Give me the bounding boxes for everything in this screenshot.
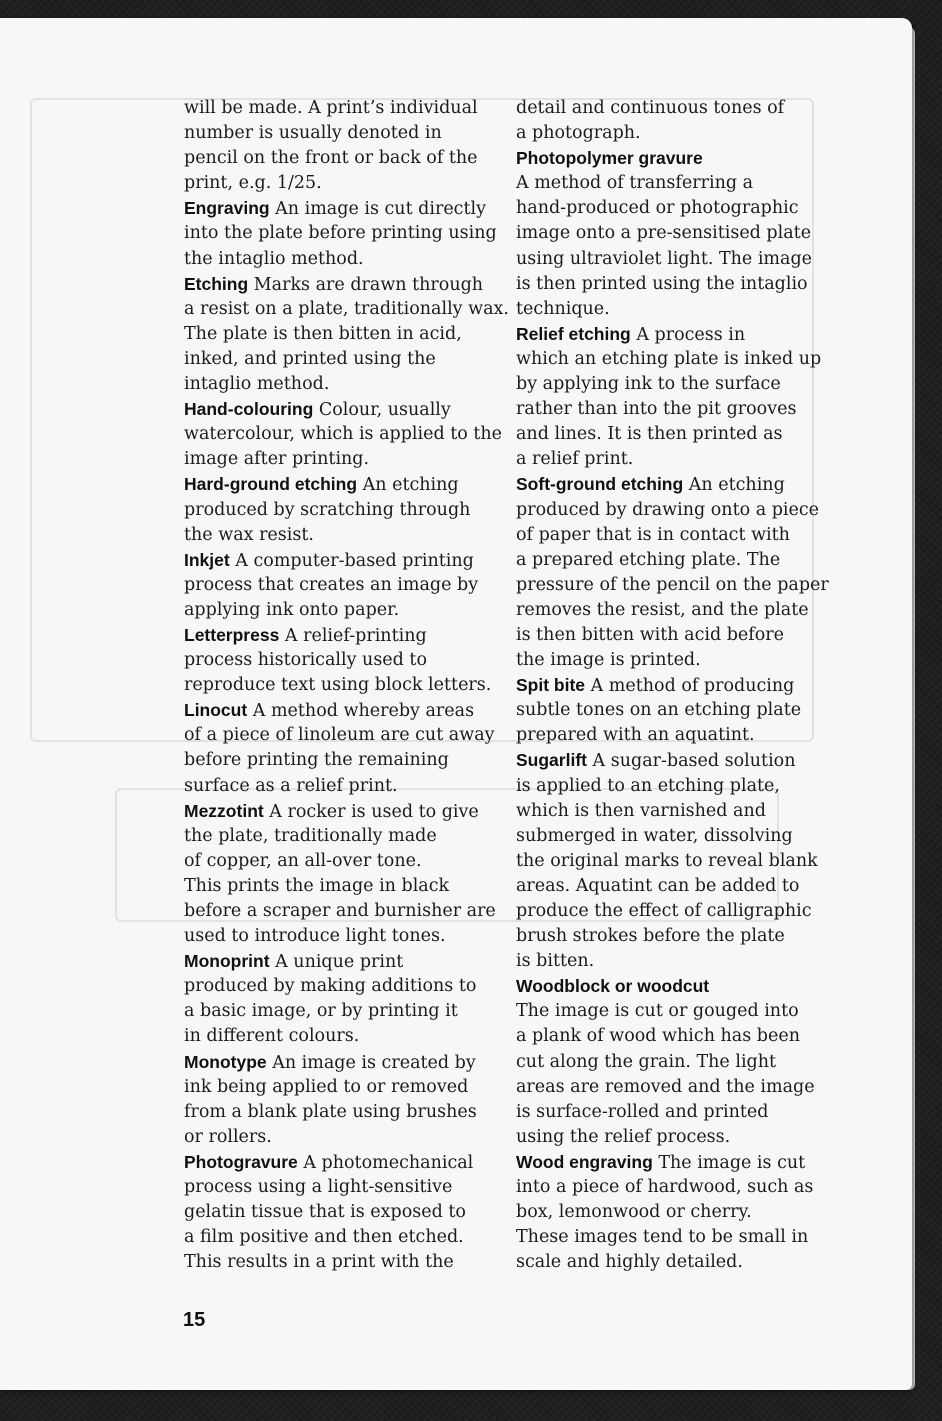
definition-text: prepared with an aquatint. [516, 725, 755, 746]
glossary-term: Monotype [184, 1051, 267, 1072]
text-line [184, 297, 509, 322]
text-line [184, 799, 494, 824]
text-line [516, 573, 829, 598]
definition-text: A rocker is used to give [263, 801, 479, 822]
text-line [516, 422, 826, 447]
text-line [184, 774, 494, 799]
definition-text: The image is cut or gouged into [516, 1001, 799, 1022]
definition-text: process that creates an image by [184, 574, 479, 595]
glossary-term: Linocut [184, 700, 248, 721]
definition-text: image after printing. [184, 449, 370, 470]
text-line [516, 1050, 826, 1075]
definition-text: which is then varnished and [516, 800, 766, 821]
definition-text: A computer-based printing [229, 550, 474, 571]
text-line [516, 221, 826, 246]
left-column [184, 96, 509, 1275]
text-line [184, 573, 494, 598]
definition-text: is surface-rolled and printed [516, 1101, 769, 1122]
definition-text: This prints the image in black [184, 875, 450, 896]
text-line [516, 1225, 826, 1250]
glossary-term: Mezzotint [184, 800, 264, 821]
definition-text: number is usually denoted in [184, 123, 442, 144]
definition-text: before printing the remaining [184, 750, 449, 771]
text-line [184, 472, 494, 497]
text-line [516, 999, 826, 1024]
text-line [184, 422, 503, 447]
definition-text: A relief-printing [279, 625, 427, 646]
text-line [516, 874, 826, 899]
text-line [184, 347, 494, 372]
definition-text: An image is cut directly [269, 199, 487, 220]
definition-text: cut along the grain. The light [516, 1051, 777, 1072]
definition-text: a resist on a plate, traditionally wax. [184, 298, 509, 319]
text-line [184, 849, 494, 874]
text-line [184, 1125, 494, 1150]
text-line [516, 523, 826, 548]
glossary-term: Wood engraving [516, 1151, 653, 1172]
definition-text: A unique print [269, 952, 404, 973]
text-line [516, 949, 826, 974]
definition-text: by applying ink to the surface [516, 374, 781, 395]
text-line [184, 1024, 494, 1049]
text-line [516, 347, 826, 372]
text-line [184, 247, 494, 272]
definition-text: subtle tones on an etching plate [516, 700, 802, 721]
glossary-term: Spit bite [516, 675, 586, 696]
text-line [184, 698, 494, 723]
text-line [184, 272, 494, 297]
text-line [184, 924, 494, 949]
text-line [184, 447, 494, 472]
text-line [516, 96, 826, 121]
glossary-term: Monoprint [184, 951, 270, 972]
text-line [516, 974, 826, 999]
text-line [516, 673, 826, 698]
definition-text: which an etching plate is inked up [516, 348, 822, 369]
text-line [184, 1200, 494, 1225]
glossary-term: Hard-ground etching [184, 474, 358, 495]
glossary-term: Photogravure [184, 1151, 298, 1172]
glossary-term: Inkjet [184, 549, 230, 570]
text-line [184, 1175, 494, 1200]
text-line [184, 673, 494, 698]
definition-text: process historically used to [184, 650, 427, 671]
text-line [516, 297, 826, 322]
text-line [516, 548, 826, 573]
text-line [516, 121, 826, 146]
definition-text: is then printed using the intaglio [516, 273, 808, 294]
definition-text: A photomechanical [297, 1152, 474, 1173]
text-line [516, 598, 826, 623]
text-line [516, 397, 826, 422]
text-line [184, 1100, 494, 1125]
definition-text: These images tend to be small in [516, 1227, 809, 1248]
text-line [516, 924, 826, 949]
definition-text: submerged in water, dissolving [516, 825, 793, 846]
text-line [184, 221, 497, 246]
definition-text: box, lemonwood or cherry. [516, 1202, 752, 1223]
definition-text: the plate, traditionally made [184, 825, 437, 846]
glossary-term: Engraving [184, 198, 270, 219]
definition-text: watercolour, which is applied to the [184, 424, 503, 445]
definition-text: An etching [357, 475, 459, 496]
text-line [184, 874, 494, 899]
definition-text: print, e.g. 1/25. [184, 173, 322, 194]
definition-text: process using a light-sensitive [184, 1177, 453, 1198]
text-line [184, 1225, 494, 1250]
definition-text: pressure of the pencil on the paper [516, 574, 829, 595]
definition-text: produced by scratching through [184, 499, 471, 520]
glossary-term: Soft-ground etching [516, 474, 684, 495]
text-line [184, 598, 494, 623]
definition-text: A process in [630, 324, 746, 345]
definition-text: in different colours. [184, 1026, 360, 1047]
definition-text: of copper, an all-over tone. [184, 850, 422, 871]
definition-text: is applied to an etching plate, [516, 775, 780, 796]
glossary-term: Hand-colouring [184, 399, 314, 420]
definition-text: The plate is then bitten in acid, [184, 323, 462, 344]
text-line [184, 548, 494, 573]
definition-text: using the relief process. [516, 1126, 731, 1147]
definition-text: brush strokes before the plate [516, 926, 785, 947]
text-line [184, 974, 494, 999]
text-line [184, 723, 494, 748]
definition-text: The image is cut [652, 1152, 806, 1173]
text-line [516, 247, 826, 272]
definition-text: a film positive and then etched. [184, 1227, 464, 1248]
text-line [516, 1150, 826, 1175]
definition-text: hand-produced or photographic [516, 198, 799, 219]
text-line [516, 648, 826, 673]
glossary-term: Woodblock or woodcut [516, 976, 710, 997]
definition-text: before a scraper and burnisher are [184, 901, 496, 921]
text-line [516, 899, 826, 924]
definition-text: applying ink onto paper. [184, 599, 400, 620]
definition-text: areas are removed and the image [516, 1076, 815, 1097]
definition-text: A method of transferring a [516, 173, 754, 194]
text-line [516, 146, 826, 171]
definition-text: into the plate before printing using [184, 223, 497, 244]
glossary-term: Sugarlift [516, 750, 587, 771]
text-line [516, 1075, 826, 1100]
text-line [516, 799, 826, 824]
definition-text: from a blank plate using brushes [184, 1101, 477, 1122]
text-line [184, 322, 494, 347]
text-line [516, 774, 826, 799]
glossary-term: Photopolymer gravure [516, 148, 703, 169]
text-line [184, 523, 494, 548]
text-line [516, 472, 826, 497]
definition-text: intaglio method. [184, 374, 330, 395]
text-line [516, 623, 826, 648]
definition-text: the image is printed. [516, 650, 701, 671]
text-line [516, 1175, 826, 1200]
definition-text: Marks are drawn through [248, 274, 484, 295]
definition-text: A method of producing [585, 676, 795, 697]
text-line [516, 1250, 826, 1275]
definition-text: pencil on the front or back of the [184, 148, 478, 169]
text-line [516, 748, 826, 773]
definition-text: An etching [683, 475, 785, 496]
text-line [184, 397, 494, 422]
text-line [516, 322, 826, 347]
text-line [184, 196, 494, 221]
definition-text: rather than into the pit grooves [516, 399, 797, 420]
definition-text: is bitten. [516, 951, 595, 972]
text-line [516, 171, 826, 196]
text-line [184, 372, 494, 397]
glossary-term: Relief etching [516, 323, 631, 344]
definition-text: into a piece of hardwood, such as [516, 1177, 814, 1198]
definition-text: technique. [516, 298, 610, 319]
definition-text: produced by drawing onto a piece [516, 499, 820, 520]
definition-text: the original marks to reveal blank [516, 850, 818, 871]
definition-text: a plank of wood which has been [516, 1026, 800, 1047]
definition-text: removes the resist, and the plate [516, 599, 809, 620]
text-line [516, 723, 826, 748]
text-line [516, 849, 826, 874]
definition-text: inked, and printed using the [184, 348, 436, 369]
definition-text: a prepared etching plate. The [516, 549, 781, 570]
text-line [516, 1125, 826, 1150]
text-line [516, 1200, 826, 1225]
definition-text: A method whereby areas [247, 701, 475, 722]
text-line [184, 999, 494, 1024]
glossary-term: Letterpress [184, 624, 280, 645]
definition-text: This results in a print with the [184, 1252, 454, 1273]
definition-text: will be made. A print’s individual [184, 98, 478, 118]
text-line [184, 96, 494, 121]
text-line [184, 498, 494, 523]
page-number: 15 [183, 1309, 206, 1331]
text-line [184, 1075, 494, 1100]
text-line [516, 698, 826, 723]
text-line [184, 146, 494, 171]
text-line [516, 498, 826, 523]
definition-text: the wax resist. [184, 524, 314, 545]
text-line [184, 171, 494, 196]
text-line [184, 1150, 494, 1175]
text-line [516, 447, 826, 472]
definition-text: a relief print. [516, 449, 634, 470]
definition-text: An image is created by [266, 1052, 476, 1073]
text-line [184, 949, 494, 974]
definition-text: A sugar-based solution [586, 751, 796, 772]
definition-text: image onto a pre-sensitised plate [516, 223, 812, 244]
definition-text: a basic image, or by printing it [184, 1001, 458, 1022]
definition-text: the intaglio method. [184, 248, 364, 269]
definition-text: a photograph. [516, 123, 641, 144]
definition-text: used to introduce light tones. [184, 926, 446, 947]
text-line [184, 899, 494, 924]
definition-text: produced by making additions to [184, 976, 477, 997]
definition-text: ink being applied to or removed [184, 1076, 469, 1097]
definition-text: of paper that is in contact with [516, 524, 790, 545]
text-line [184, 648, 494, 673]
text-line [184, 1050, 494, 1075]
definition-text: gelatin tissue that is exposed to [184, 1202, 466, 1223]
text-line [516, 272, 826, 297]
definition-text: using ultraviolet light. The image [516, 248, 813, 269]
glossary-term: Etching [184, 273, 249, 294]
text-line [184, 824, 494, 849]
text-line [184, 121, 494, 146]
definition-text: reproduce text using block letters. [184, 675, 492, 696]
text-line [516, 196, 826, 221]
definition-text: produce the effect of calligraphic [516, 901, 812, 921]
definition-text: surface as a relief print. [184, 775, 398, 796]
definition-text: or rollers. [184, 1126, 272, 1147]
text-line [184, 1250, 494, 1275]
definition-text: Colour, usually [313, 400, 451, 421]
text-line [184, 623, 494, 648]
text-line [184, 748, 494, 773]
definition-text: scale and highly detailed. [516, 1252, 743, 1273]
definition-text: of a piece of linoleum are cut away [184, 725, 495, 746]
text-line [516, 1100, 826, 1125]
definition-text: and lines. It is then printed as [516, 424, 783, 445]
right-column [516, 96, 829, 1275]
text-line [516, 372, 826, 397]
text-line [516, 824, 826, 849]
definition-text: areas. Aquatint can be added to [516, 875, 800, 896]
definition-text: detail and continuous tones of [516, 98, 785, 118]
text-line [516, 1024, 826, 1049]
definition-text: is then bitten with acid before [516, 624, 785, 645]
